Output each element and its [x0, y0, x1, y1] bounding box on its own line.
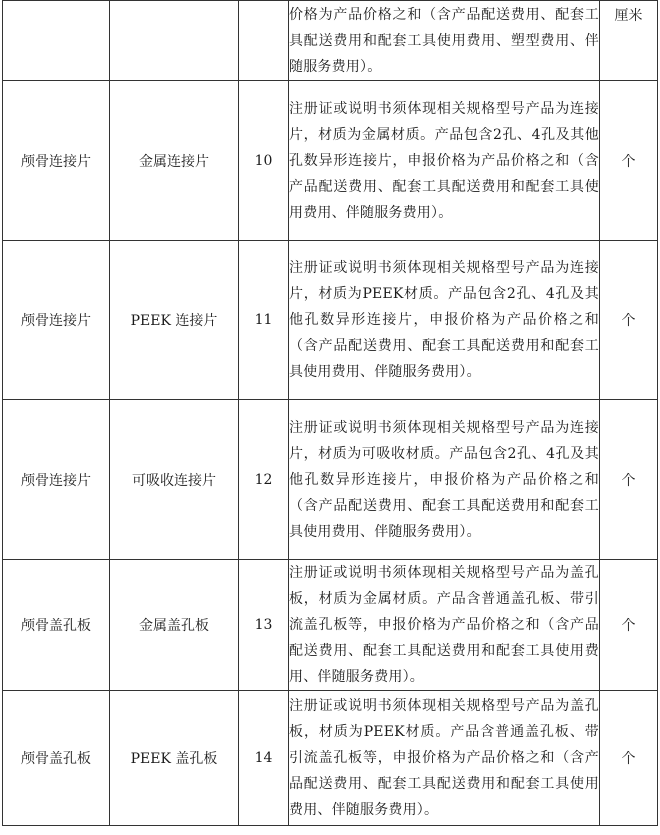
product-spec-cell: 金属盖孔板	[110, 560, 239, 691]
product-spec-table	[2, 0, 658, 826]
row-number-cell: 12	[239, 400, 289, 560]
unit-cell: 个	[600, 81, 658, 241]
product-spec-cell: 可吸收连接片	[110, 400, 239, 560]
unit-cell: 个	[600, 691, 658, 826]
table-row	[3, 241, 658, 400]
row-number-cell	[239, 1, 289, 81]
product-spec-cell: PEEK 盖孔板	[110, 691, 239, 826]
product-name-cell: 颅骨连接片	[3, 241, 110, 400]
unit-cell: 厘米	[600, 1, 658, 81]
product-name-cell: 颅骨盖孔板	[3, 691, 110, 826]
description-cell: 注册证或说明书须体现相关规格型号产品为连接片，材质为金属材质。产品包含2孔、4孔及其他孔数异形连接片，申报价格为产品价格之和（含产品配送费用、配套工具配送费用和配套工具使用费用、伴随服务费用）。	[289, 81, 600, 241]
row-number-cell: 11	[239, 241, 289, 400]
unit-cell: 个	[600, 400, 658, 560]
description-cell: 注册证或说明书须体现相关规格型号产品为盖孔板，材质为金属材质。产品含普通盖孔板、带引流盖孔板等，申报价格为产品价格之和（含产品配送费用、配套工具配送费用和配套工具使用费用、伴随服务费用）。	[289, 560, 600, 691]
table-row	[3, 560, 658, 691]
table-row	[3, 81, 658, 241]
product-spec-cell: PEEK 连接片	[110, 241, 239, 400]
description-cell: 价格为产品价格之和（含产品配送费用、配套工具配送费用和配套工具使用费用、塑型费用、伴随服务费用）。	[289, 1, 600, 81]
product-name-cell: 颅骨盖孔板	[3, 560, 110, 691]
description-cell: 注册证或说明书须体现相关规格型号产品为盖孔板，材质为PEEK材质。产品含普通盖孔板、带引流盖孔板等，申报价格为产品价格之和（含产品配送费用、配套工具配送费用和配套工具使用费用、伴随服务费用）。	[289, 691, 600, 826]
row-number-cell: 13	[239, 560, 289, 691]
description-cell: 注册证或说明书须体现相关规格型号产品为连接片，材质为可吸收材质。产品包含2孔、4孔及其他孔数异形连接片，申报价格为产品价格之和（含产品配送费用、配套工具配送费用和配套工具使用费用、伴随服务费用）。	[289, 400, 600, 560]
table-row	[3, 1, 658, 81]
product-spec-cell	[110, 1, 239, 81]
table-row	[3, 400, 658, 560]
product-name-cell	[3, 1, 110, 81]
product-name-cell: 颅骨连接片	[3, 400, 110, 560]
product-name-cell: 颅骨连接片	[3, 81, 110, 241]
row-number-cell: 10	[239, 81, 289, 241]
unit-cell: 个	[600, 560, 658, 691]
product-spec-cell: 金属连接片	[110, 81, 239, 241]
unit-cell: 个	[600, 241, 658, 400]
table-row	[3, 691, 658, 826]
description-cell: 注册证或说明书须体现相关规格型号产品为连接片，材质为PEEK材质。产品包含2孔、4孔及其他孔数异形连接片，申报价格为产品价格之和（含产品配送费用、配套工具配送费用和配套工具使用费用、伴随服务费用）。	[289, 241, 600, 400]
row-number-cell: 14	[239, 691, 289, 826]
